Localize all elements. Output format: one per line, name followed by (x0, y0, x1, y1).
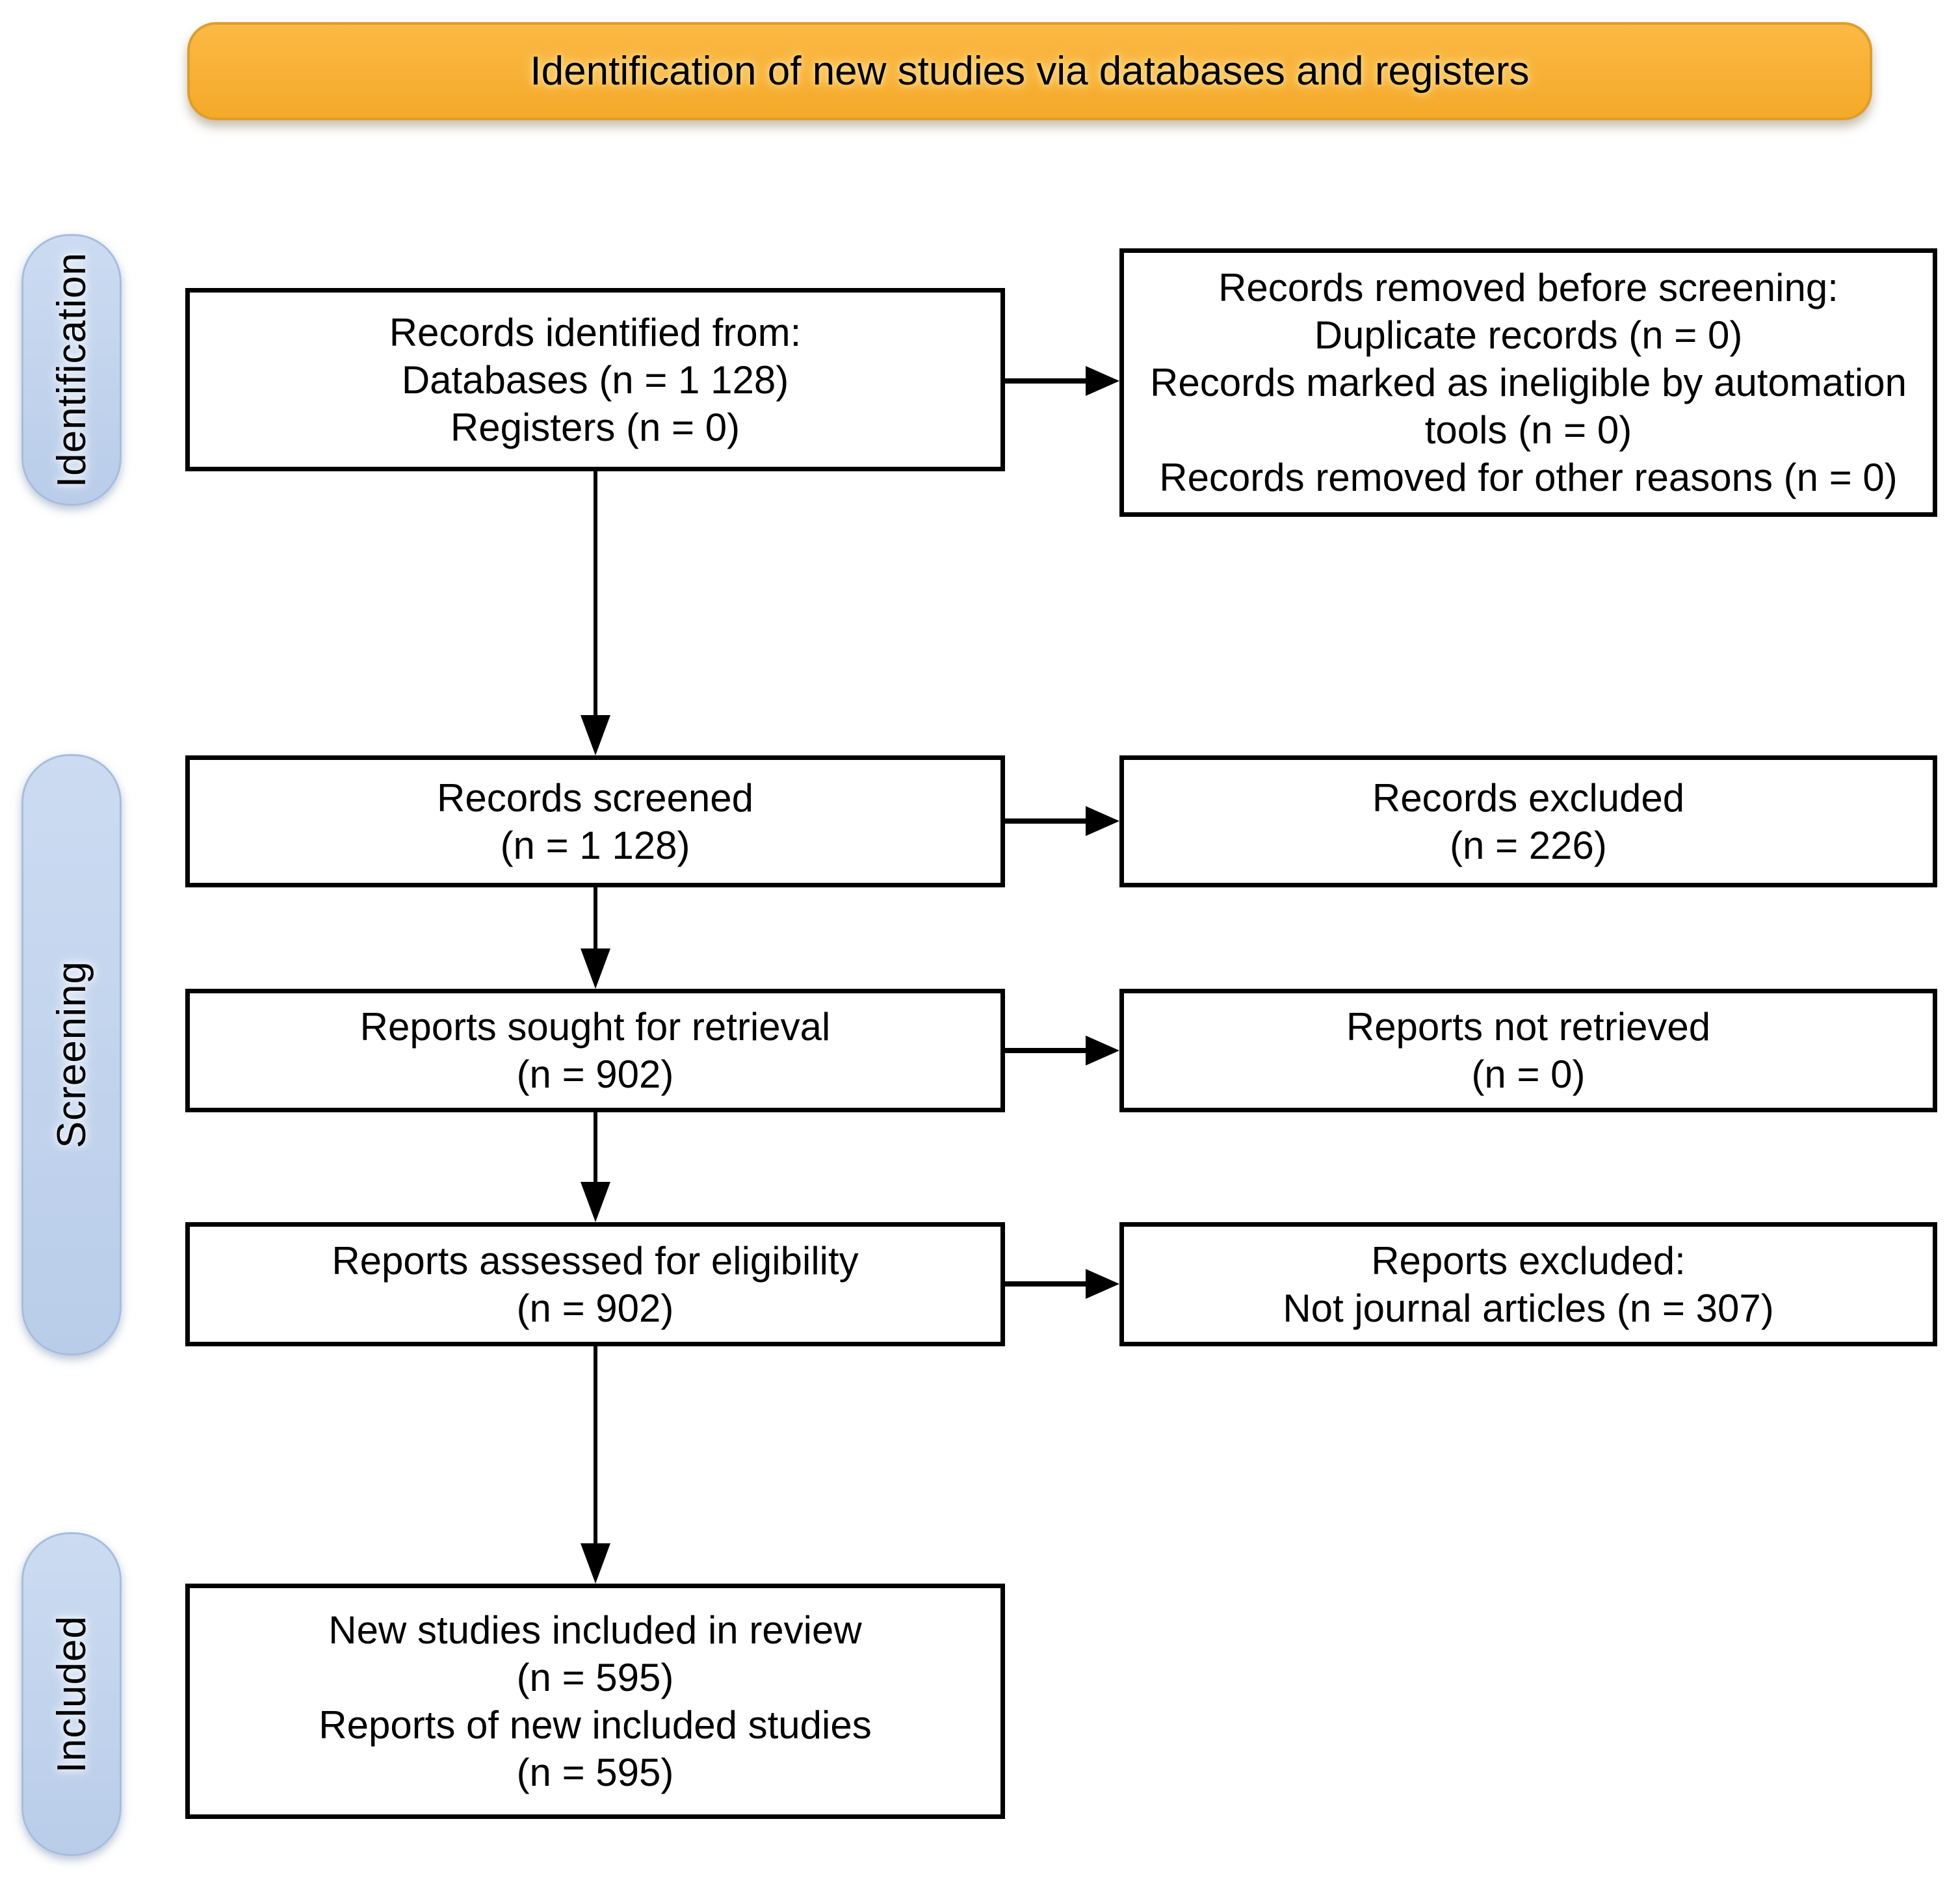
title-banner (187, 22, 1872, 120)
box-line: (n = 226) (1450, 823, 1607, 867)
stage-pill-identification-label: Identification (49, 252, 94, 488)
box-records-screened (185, 755, 1005, 887)
box-line: (n = 902) (516, 1286, 674, 1330)
arrow-assessed-to-reports-excluded-shaft (1005, 1281, 1088, 1287)
title-banner-label: Identification of new studies via databases and registers (530, 49, 1530, 94)
box-new-studies-included (185, 1584, 1005, 1819)
box-records-removed (1119, 248, 1937, 517)
arrow-sought-to-not-retrieved-shaft (1005, 1048, 1088, 1053)
box-line: Records excluded (1372, 776, 1685, 820)
arrow-assessed-to-reports-excluded-head (1086, 1269, 1119, 1299)
box-line: Reports of new included studies (319, 1703, 872, 1747)
stage-pill-identification (21, 234, 122, 506)
box-line: (n = 1 128) (500, 823, 690, 867)
box-line: Records screened (437, 776, 753, 820)
arrow-assessed-to-included-shaft (594, 1346, 597, 1546)
box-line: Registers (n = 0) (450, 405, 740, 449)
arrow-sought-to-not-retrieved-head (1086, 1036, 1119, 1065)
box-line: Duplicate records (n = 0) (1314, 313, 1743, 357)
arrow-screened-to-excluded-head (1086, 806, 1119, 836)
box-line: (n = 0) (1471, 1052, 1586, 1096)
box-line: Reports not retrieved (1346, 1005, 1711, 1049)
stage-pill-included (21, 1532, 122, 1856)
stage-pill-screening-label: Screening (49, 961, 94, 1149)
stage-pill-screening (21, 754, 122, 1355)
box-line: Databases (n = 1 128) (401, 358, 789, 402)
arrow-screened-to-sought-head (581, 948, 610, 989)
arrow-identified-to-screened-head (581, 715, 610, 755)
arrow-sought-to-assessed-shaft (594, 1112, 597, 1184)
box-reports-not-retrieved (1119, 989, 1937, 1112)
box-reports-sought (185, 989, 1005, 1112)
box-reports-excluded (1119, 1222, 1937, 1346)
box-line: (n = 902) (516, 1052, 674, 1096)
arrow-sought-to-assessed-head (581, 1182, 610, 1222)
box-line: Not journal articles (n = 307) (1283, 1286, 1774, 1330)
box-line: (n = 595) (516, 1751, 674, 1794)
box-line: Records removed for other reasons (n = 0) (1159, 456, 1898, 499)
arrow-screened-to-excluded-shaft (1005, 818, 1088, 824)
arrow-identified-to-removed-shaft (1005, 378, 1088, 384)
box-line: Reports assessed for eligibility (332, 1238, 859, 1283)
box-line: Reports excluded: (1371, 1238, 1686, 1283)
arrow-assessed-to-included-head (581, 1543, 610, 1584)
box-line: Records marked as ineligible by automation tools (n = 0) (1150, 361, 1907, 452)
box-line: Records removed before screening: (1218, 266, 1838, 309)
arrow-screened-to-sought-shaft (594, 887, 597, 951)
arrow-identified-to-screened-shaft (594, 471, 597, 718)
box-records-identified (185, 288, 1005, 471)
box-line: (n = 595) (516, 1656, 674, 1699)
stage-pill-included-label: Included (49, 1615, 94, 1773)
box-line: Reports sought for retrieval (359, 1005, 831, 1049)
box-records-excluded (1119, 755, 1937, 887)
box-line: New studies included in review (328, 1608, 862, 1652)
arrow-identified-to-removed-head (1086, 366, 1119, 396)
box-reports-assessed (185, 1222, 1005, 1346)
box-line: Records identified from: (389, 310, 802, 354)
